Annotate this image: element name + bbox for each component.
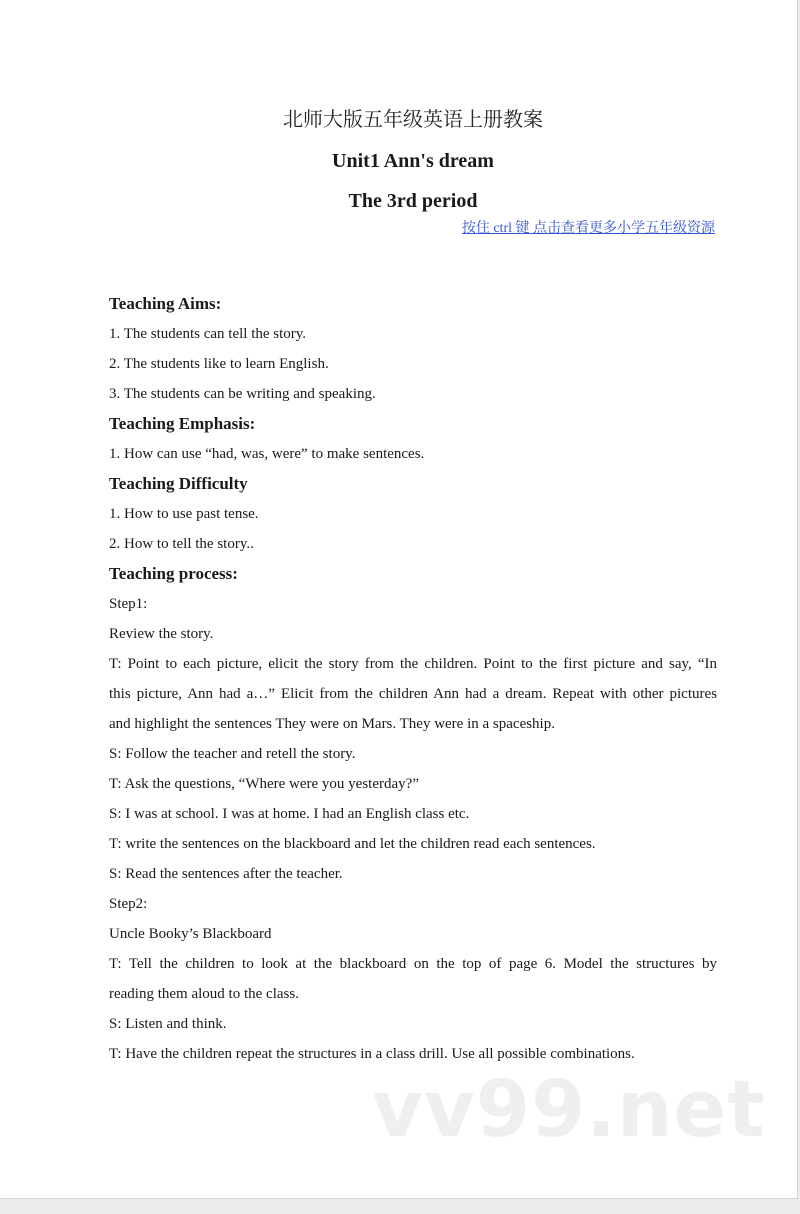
resource-link[interactable]: 按住 ctrl 键 点击查看更多小学五年级资源 — [461, 221, 715, 236]
watermark: vv99.net — [372, 1065, 766, 1155]
emphasis-line: 1. How can use “had, was, were” to make sentences. — [109, 446, 425, 462]
document-body — [109, 289, 717, 1069]
section-heading-emphasis: Teaching Emphasis: — [109, 414, 256, 433]
process-line: T: Point to each picture, elicit the story from the children. Point to the first picture and say, “In — [109, 656, 717, 672]
process-line: S: Read the sentences after the teacher. — [109, 866, 343, 882]
process-line: Review the story. — [109, 626, 214, 642]
process-line: this picture, Ann had a…” Elicit from the children Ann had a dream. Repeat with other pictures — [109, 686, 717, 702]
difficulty-line: 1. How to use past tense. — [109, 506, 259, 522]
process-line: Step2: — [109, 896, 148, 912]
difficulty-line: 2. How to tell the story.. — [109, 536, 254, 552]
process-line: T: Have the children repeat the structures in a class drill. Use all possible combinations. — [109, 1046, 635, 1062]
process-line: T: write the sentences on the blackboard and let the children read each sentences. — [109, 836, 596, 852]
period-title: The 3rd period — [348, 190, 478, 212]
section-heading-process: Teaching process: — [109, 564, 238, 583]
process-line: T: Ask the questions, “Where were you yesterday?” — [109, 776, 419, 792]
section-heading-difficulty: Teaching Difficulty — [109, 474, 248, 493]
unit-title: Unit1 Ann's dream — [332, 150, 494, 172]
section-heading-aims: Teaching Aims: — [109, 294, 222, 313]
aims-line: 2. The students like to learn English. — [109, 356, 329, 372]
process-line: reading them aloud to the class. — [109, 986, 299, 1002]
process-line: Step1: — [109, 596, 148, 612]
process-line: S: I was at school. I was at home. I had an English class etc. — [109, 806, 470, 822]
aims-line: 3. The students can be writing and speaking. — [109, 386, 376, 402]
process-line: Uncle Booky’s Blackboard — [109, 926, 272, 942]
aims-line: 1. The students can tell the story. — [109, 326, 307, 342]
document-title-cn: 北师大版五年级英语上册教案 — [283, 109, 543, 131]
process-line: S: Follow the teacher and retell the story. — [109, 746, 356, 762]
process-line: T: Tell the children to look at the blackboard on the top of page 6. Model the structures by — [109, 956, 717, 972]
process-line: and highlight the sentences They were on Mars. They were in a spaceship. — [109, 716, 555, 732]
process-line: S: Listen and think. — [109, 1016, 227, 1032]
